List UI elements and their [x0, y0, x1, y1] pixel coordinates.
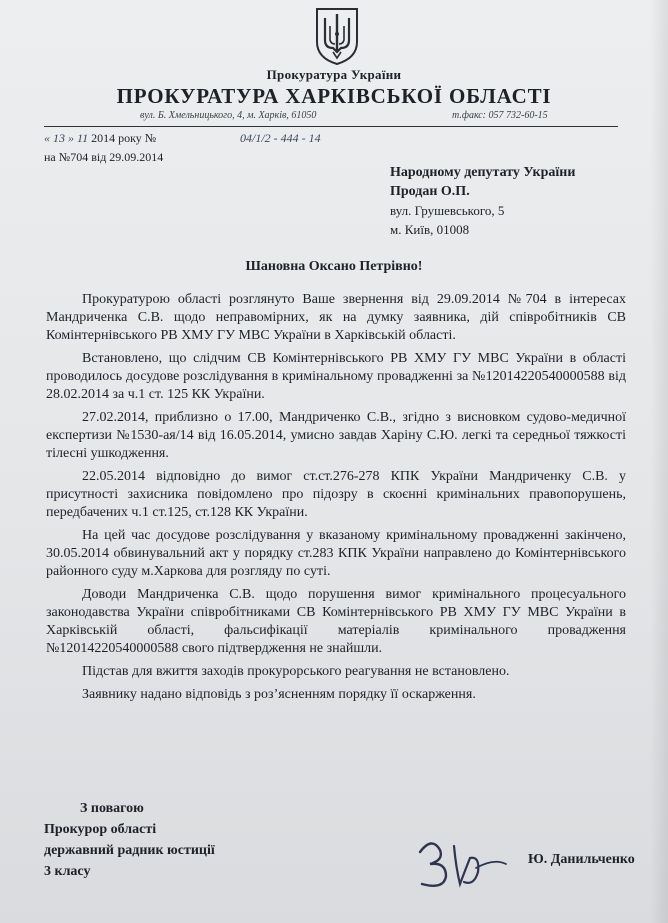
recipient-name: Продан О.П.	[390, 184, 470, 199]
office-address: вул. Б. Хмельницького, 4, м. Харків, 61050	[140, 110, 317, 121]
body-paragraph: 22.05.2014 відповідно до вимог ст.ст.276-278 КПК України Мандриченку С.В. у присутності захисника повідомлено про підозру в скоєнні кримінальних правопорушень, передбачених ч.1 ст.125, ст.128 КК України.	[46, 469, 626, 520]
trident-coat-of-arms-icon	[314, 6, 360, 66]
recipient-city: м. Київ, 01008	[390, 222, 470, 237]
signer-rank: державний радник юстиції	[44, 843, 215, 858]
greeting: Шановна Оксано Петрівно!	[245, 259, 423, 274]
body-paragraph: На цей час досудове розслідування у вказаному кримінальному провадженні закінчено, 30.05.2014 обвинувальний акт у порядку ст.283 КПК України направлено до Комінтернівського районного суду м.Харкова для розгляду по суті.	[46, 528, 626, 579]
handwritten-signature	[410, 828, 522, 898]
recipient-title: Народному депутату України	[390, 165, 576, 180]
body-paragraph: Встановлено, що слідчим СВ Комінтернівського РВ ХМУ ГУ МВС України в області проводилось досудове розслідування в кримінальному провадженні за №12014220540000588 від 28.02.2014 за ч.1 ст. 125 КК України.	[46, 351, 626, 402]
office-title: ПРОКУРАТУРА ХАРКІВСЬКОЇ ОБЛАСТІ	[116, 84, 552, 108]
registration-day: « 13 »	[44, 131, 74, 145]
ministry-name: Прокуратура України	[266, 67, 402, 82]
body-paragraph: Підстав для вжиття заходів прокурорського реагування не встановлено.	[82, 664, 510, 679]
body-paragraph: 27.02.2014, приблизно о 17.00, Мандриченко С.В., згідно з висновком судово-медичної експертизи №1530-ая/14 від 16.05.2014, умисно завдав Харіну С.Ю. легкі та середньої тяжкості тілесні ушкодження.	[46, 410, 626, 461]
signer-position: Прокурор області	[44, 822, 157, 837]
office-phone: т.факс: 057 732-60-15	[452, 110, 548, 121]
reference-line: на №704 від 29.09.2014	[44, 150, 164, 164]
registration-month: 11	[77, 131, 89, 145]
closing-regards: З повагою	[80, 801, 144, 816]
signer-class: 3 класу	[44, 864, 91, 879]
header-divider	[44, 126, 618, 127]
page-edge-shadow	[650, 0, 668, 923]
body-paragraph: Прокуратурою області розглянуто Ваше звернення від 29.09.2014 №704 в інтересах Мандриченка С.В. щодо неправомірних, як на думку заявника, дій співробітників СВ Комінтернівського РВ ХМУ ГУ МВС України в Харківській області.	[46, 292, 626, 343]
registration-number: 04/1/2 - 444 - 14	[240, 131, 321, 145]
registration-line	[44, 131, 321, 146]
recipient-block	[390, 163, 575, 239]
recipient-street: вул. Грушевського, 5	[390, 203, 505, 218]
letter-body	[46, 291, 626, 709]
body-paragraph: Заявнику надано відповідь з роз’ясненням порядку її оскарження.	[82, 687, 476, 702]
signer-block	[44, 798, 215, 882]
registration-year: 2014 року №	[91, 131, 157, 145]
body-paragraph: Доводи Мандриченка С.В. щодо порушення вимог кримінального процесуального законодавства України співробітниками СВ Комінтернівського РВ ХМУ ГУ МВС України в Харківській області, фальсифікації матеріалів кримінального провадження №12014220540000588 свого підтвердження не знайшли.	[46, 587, 626, 656]
signer-name: Ю. Данильченко	[528, 852, 635, 867]
